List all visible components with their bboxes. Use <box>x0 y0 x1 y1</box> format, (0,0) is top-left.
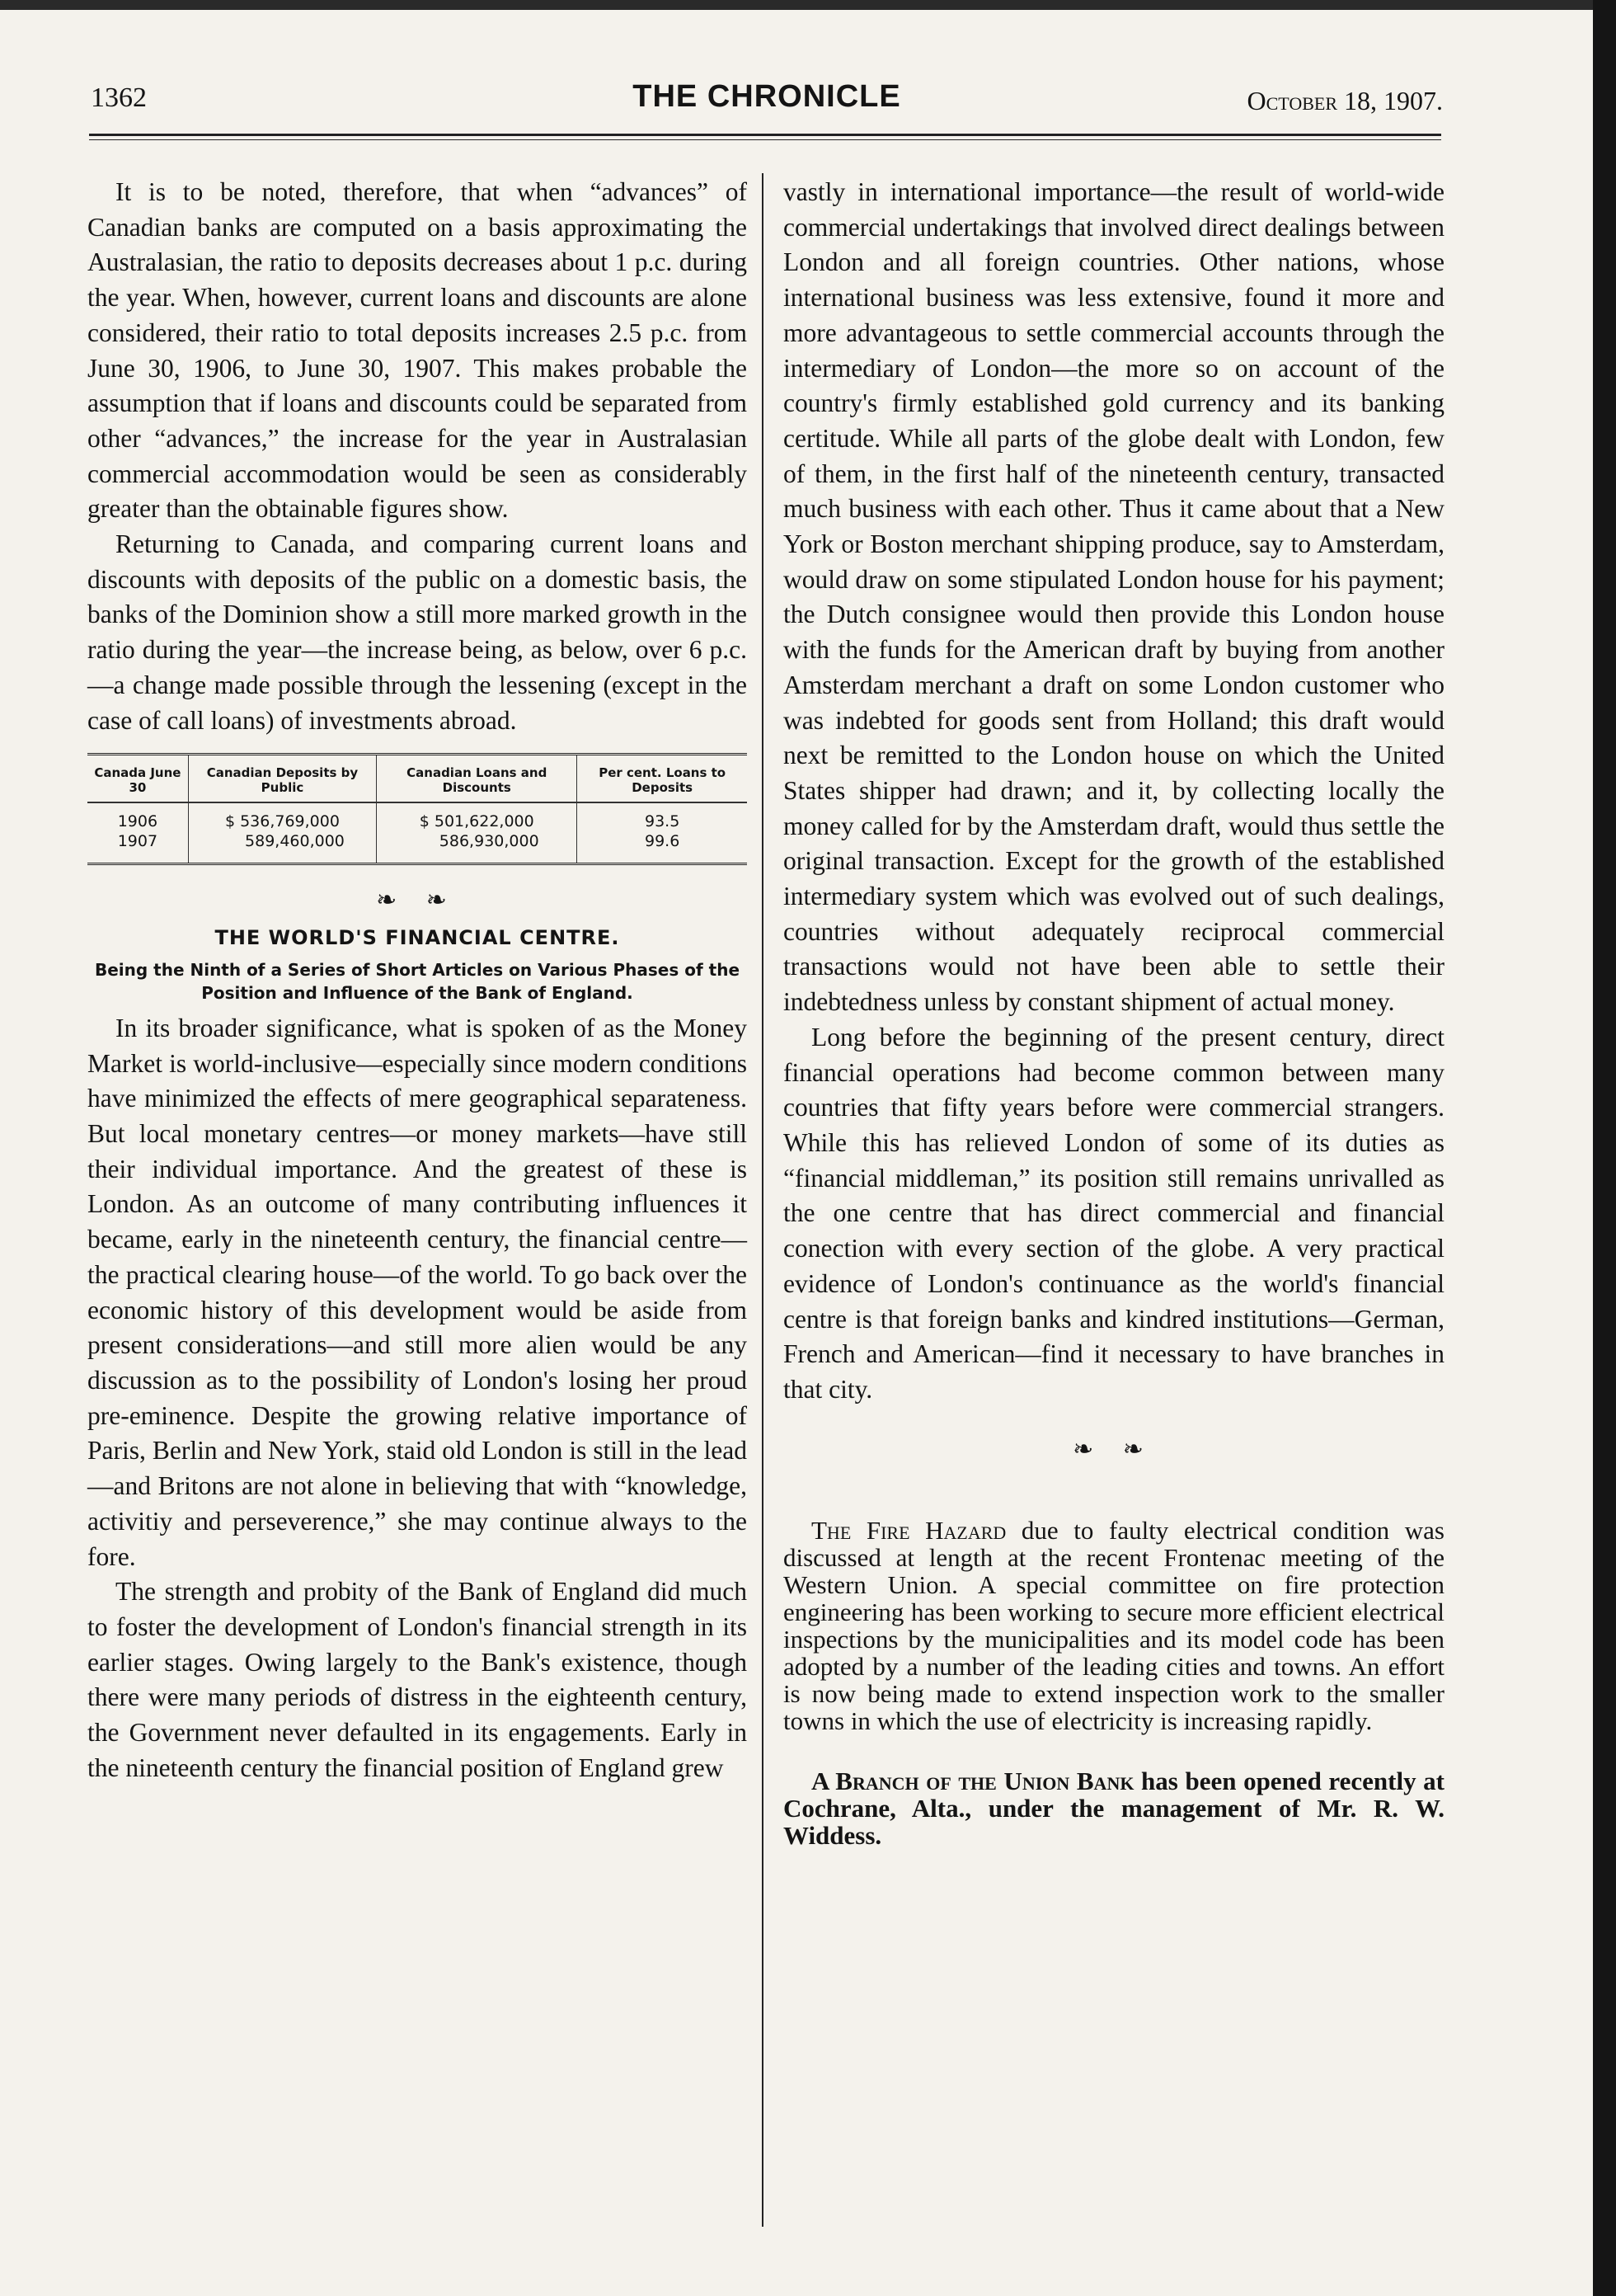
paragraph: Long before the beginning of the present century, direct financial operations had become common between many countries that fifty years before were commercial strangers. While this has relieved London of some of its duties as “financial middleman,” its position still remains unrivalled as the one centre that has direct commercial and financial conection with every section of the globe. A very practical evidence of London's continuance as the world's financial centre is that foreign banks and kindred institutions—German, French and American—find it necessary to have branches in that city. <box>783 1022 1445 1404</box>
table-cell <box>377 802 577 864</box>
notice-lead: A Branch of the Union Bank <box>811 1767 1134 1796</box>
table-cell <box>188 802 376 864</box>
section-subtitle: Being the Ninth of a Series of Short Articles on Various Phases of the Position and Influence of the Bank of England. <box>94 959 740 1003</box>
ornament-divider: ❧ ❧ <box>1073 1435 1155 1463</box>
paragraph: The strength and probity of the Bank of England did much to foster the development of London's financial strength in its earlier stages. Owing largely to the Bank's existence, though there were many periods of distress in the eighteenth century, the Government never defaulted in its engagements. Early in the nineteenth century the financial position of England grew <box>87 1577 747 1782</box>
page-number: 1362 <box>91 82 147 113</box>
cell-deposits: $ 536,769,000 <box>224 812 340 831</box>
union-bank-notice <box>783 1767 1445 1849</box>
cell-loans: 586,930,000 <box>439 832 539 851</box>
notice-text: due to faulty electrical condition was discussed at length at the recent Frontenac meeting of the Western Union. A special committee on fire protection engineering has been working to secure more efficient electrical inspections by the municipalities and its model code has been adopted by a number of the leading cities and towns. An effort is now being made to extend inspection work to the smaller towns in which the use of electricity is increasing rapidly. <box>783 1516 1445 1736</box>
paragraph: Returning to Canada, and comparing current loans and discounts with deposits of the public on a domestic basis, the banks of the Dominion show a still more marked growth in the ratio during the year—the increase being, as below, over 6 p.c.—a change made possible through the lessening (except in the case of call loans) of investments abroad. <box>87 529 747 735</box>
paragraph: It is to be noted, therefore, that when “advances” of Canadian banks are computed on a basis approximating the Australasian, the ratio to deposits decreases about 1 p.c. during the year. When, however, current loans and discounts are alone considered, their ratio to total deposits increases 2.5 p.c. from June 30, 1906, to June 30, 1907. This makes probable the assumption that if loans and discounts could be separated from other “advances,” the increase for the year in Australasian commercial accommodation would be seen as considerably greater than the obtainable figures show. <box>87 177 747 524</box>
section-title: THE WORLD'S FINANCIAL CENTRE. <box>214 925 620 949</box>
cell-loans: $ 501,622,000 <box>419 812 534 831</box>
notice-text: has been opened recently at Cochrane, Alta., under the management of Mr. R. W. Widdess. <box>783 1767 1445 1851</box>
deposits-loans-table <box>87 753 747 865</box>
cell-percent: 99.6 <box>645 832 680 851</box>
issue-date: October 18, 1907. <box>1247 86 1443 115</box>
paragraph: vastly in international importance—the result of world-wide commercial undertakings that involved direct dealings between London and all foreign countries. Other nations, whose international business was less extensive, found it more and more advantageous to settle commercial accounts through the intermediary of London—the more so on account of the country's firmly established gold currency and its banking certitude. While all parts of the globe dealt with London, few of them, in the first half of the nineteenth century, transacted much business with each other. Thus it came about that a New York or Boston merchant shipping produce, say to Amsterdam, would draw on some stipulated London house for his payment; the Dutch consignee would then provide this London house with the funds for the American draft by buying from another Amsterdam merchant a draft on some London customer who was indebted for goods sent from Holland; this draft would next be remitted to the London house on which the United States shipper had drawn; and it, by collecting locally the money called for by the Amsterdam draft, would thus settle the original transaction. Except for the growth of the established intermediary system which was evolved out of such dealings, countries without adequately reciprocal commercial transactions would not have been able to settle their indebtedness unless by constant shipment of actual money. <box>783 177 1445 1017</box>
fire-hazard-notice <box>783 1517 1445 1734</box>
cell-percent: 93.5 <box>645 812 680 831</box>
paragraph: In its broader significance, what is spoken of as the Money Market is world-inclusive—especially since modern conditions have minimized the effects of mere geographical separateness. But local monetary centres—or money markets—have still their individual importance. And the greatest of these is London. As an outcome of many contributing influences it became, early in the nineteenth century, the financial centre—the practical clearing house—of the world. To go back over the economic history of this development would be aside from present considerations—and still more alien would be any discussion as to the possibility of London's losing her proud pre-eminence. Despite the growing relative importance of Paris, Berlin and New York, staid old London is still in the lead—and Britons are not alone in believing that with “knowledge, activitiy and perseverence,” she may continue always to the fore. <box>87 1013 747 1571</box>
table-cell <box>577 802 747 864</box>
table-header: Canada June 30 <box>87 755 188 803</box>
ornament-divider: ❧ ❧ <box>376 887 458 915</box>
table-header: Canadian Loans and Discounts <box>377 755 577 803</box>
scan-top-edge <box>0 0 1616 10</box>
column-divider <box>762 173 763 2227</box>
notice-lead: The Fire Hazard <box>811 1516 1007 1546</box>
publication-title: THE CHRONICLE <box>632 79 901 114</box>
table-cell <box>87 802 188 864</box>
table-header: Per cent. Loans to Deposits <box>577 755 747 803</box>
cell-year: 1907 <box>117 832 158 851</box>
cell-year: 1906 <box>117 812 158 831</box>
right-column <box>783 175 1445 1849</box>
cell-deposits: 589,460,000 <box>245 832 345 851</box>
left-column <box>87 175 747 1786</box>
table-header: Canadian Deposits by Public <box>188 755 376 803</box>
table-row <box>87 802 747 864</box>
header-rule <box>89 134 1441 140</box>
page-header <box>91 79 1443 132</box>
scan-right-edge <box>1593 0 1616 2296</box>
